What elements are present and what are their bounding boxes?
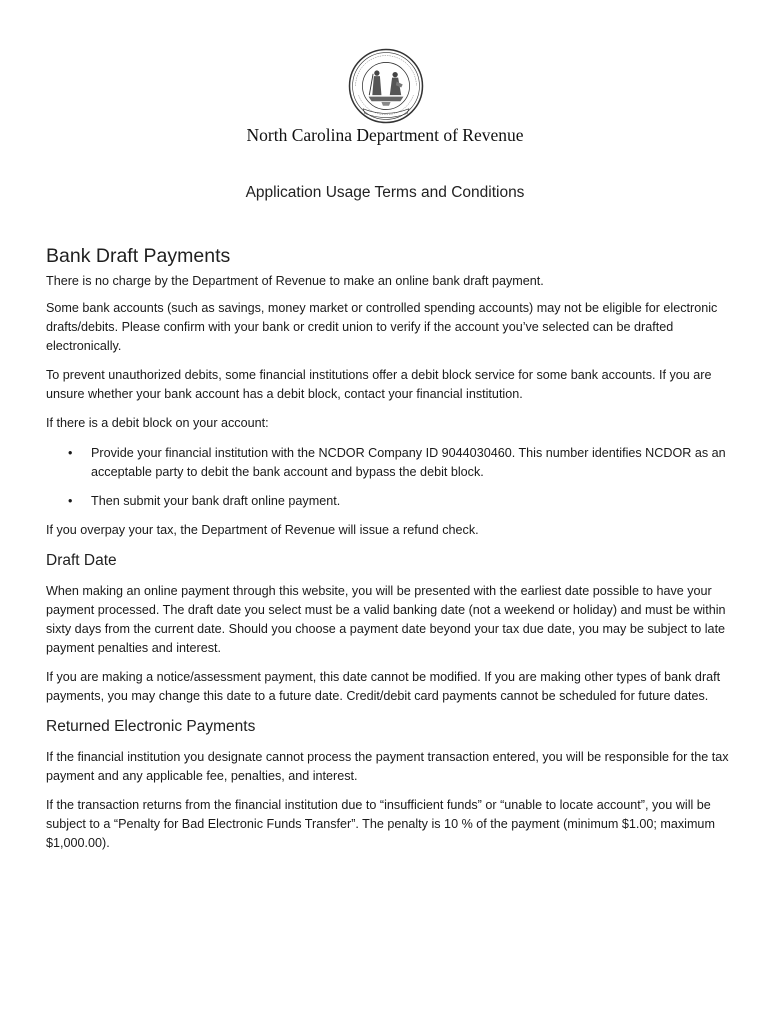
document-title: Application Usage Terms and Conditions [245, 184, 525, 201]
list-item [46, 444, 736, 482]
section-draft-date [46, 551, 736, 706]
bullet-icon: • [68, 446, 73, 460]
section-heading: Returned Electronic Payments [46, 718, 256, 735]
paragraph: If the transaction returns from the financial institution due to “insufficient funds” or “unable to locate account”, you will be subject to a “Penalty for Bad Electronic Funds Transfer”. The penalty is 10 % of the payment (minimum $1.00; maximum $1,000.00). [46, 798, 715, 850]
section-bank-draft-payments [46, 244, 736, 540]
state-seal-logo [348, 48, 424, 124]
paragraph: If you overpay your tax, the Department of Revenue will issue a refund check. [46, 523, 479, 537]
paragraph: Some bank accounts (such as savings, money market or controlled spending accounts) may not be eligible for electronic drafts/debits. Please confirm with your bank or credit union to verify if the account you’ve selected can be drafted electronically. [46, 301, 718, 353]
bullet-icon: • [68, 494, 73, 508]
paragraph: To prevent unauthorized debits, some financial institutions offer a debit block service for some bank accounts. If you are unsure whether your bank account has a debit block, contact your financial institution. [46, 368, 712, 401]
agency-name: North Carolina Department of Revenue [246, 125, 524, 145]
list-item-text: Provide your financial institution with the NCDOR Company ID 9044030460. This number identifies NCDOR as an acceptable party to debit the bank account and bypass the debit block. [91, 446, 726, 479]
seal-icon [348, 48, 424, 124]
paragraph: When making an online payment through this website, you will be presented with the earliest date possible to have your payment processed. The draft date you select must be a valid banking date (not a weekend or holiday) and must be within sixty days from the current date. Should you choose a payment date beyond your tax due date, you may be subject to late payment penalties and interest. [46, 584, 726, 655]
paragraph: If there is a debit block on your account: [46, 416, 269, 430]
paragraph: There is no charge by the Department of Revenue to make an online bank draft payment. [46, 274, 544, 288]
paragraph: If you are making a notice/assessment payment, this date cannot be modified. If you are making other types of bank draft payments, you may change this date to a future date. Credit/debit card payments cannot be scheduled for future dates. [46, 670, 721, 703]
section-heading: Bank Draft Payments [46, 245, 231, 267]
list-item [46, 492, 736, 511]
paragraph: If the financial institution you designate cannot process the payment transaction entered, you will be responsible for the tax payment and any applicable fee, penalties, and interest. [46, 750, 729, 783]
bullet-list [46, 444, 736, 511]
section-returned-electronic-payments [46, 717, 736, 853]
section-heading: Draft Date [46, 552, 117, 569]
list-item-text: Then submit your bank draft online payment. [91, 494, 341, 508]
document-body [46, 244, 736, 863]
